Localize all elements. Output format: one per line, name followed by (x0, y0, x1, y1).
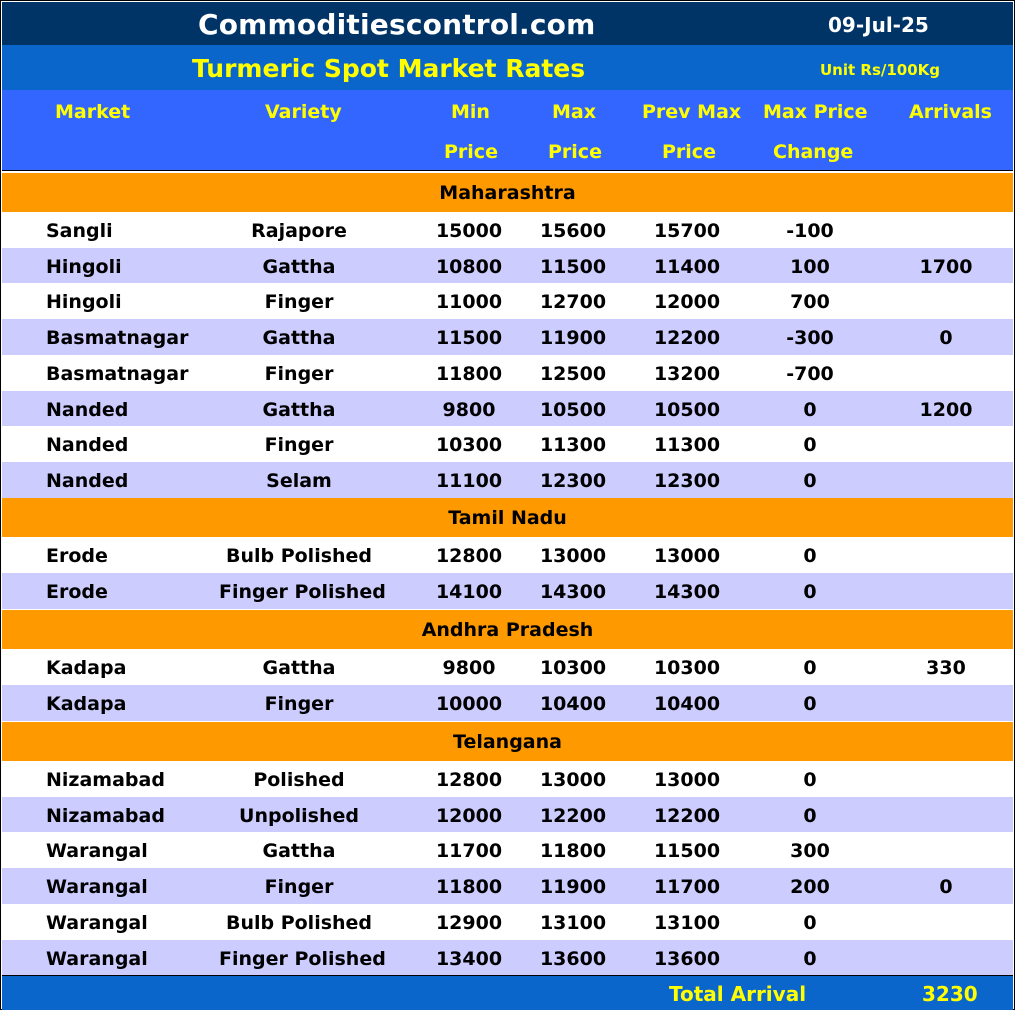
cell-arrivals: 0 (939, 876, 953, 899)
cell-min: 11100 (435, 469, 503, 492)
cell-min: 10300 (435, 434, 503, 457)
table-row (2, 685, 1013, 721)
cell-market: Basmatnagar (46, 327, 189, 350)
col-prev-line2: Price (662, 141, 716, 163)
cell-variety: Finger (264, 291, 334, 314)
cell-min: 10800 (435, 255, 503, 278)
cell-max: 10400 (539, 692, 607, 715)
cell-variety: Gattha (262, 398, 336, 421)
cell-market: Hingoli (46, 255, 122, 278)
table-row (2, 797, 1013, 833)
cell-max: 11800 (539, 840, 607, 863)
cell-variety: Gattha (262, 327, 336, 350)
cell-market: Nanded (46, 469, 129, 492)
table-row (2, 761, 1013, 797)
cell-market: Nanded (46, 434, 129, 457)
cell-change: 0 (803, 398, 817, 421)
cell-variety: Finger (264, 692, 334, 715)
cell-variety: Selam (266, 469, 332, 492)
cell-min: 9800 (442, 657, 496, 679)
cell-prev: 10500 (653, 398, 721, 421)
cell-market: Nizamabad (46, 804, 165, 827)
cell-market: Hingoli (46, 291, 122, 314)
cell-max: 13000 (539, 769, 607, 791)
cell-variety: Finger Polished (219, 947, 386, 970)
cell-change: -300 (786, 327, 834, 350)
table-row (2, 212, 1013, 248)
col-min-line1: Min (451, 101, 490, 123)
cell-change: 0 (803, 692, 817, 715)
site-name: Commoditiescontrol.com (198, 8, 596, 41)
page-title: Turmeric Spot Market Rates (192, 54, 586, 83)
cell-arrivals: 330 (926, 657, 966, 679)
table-row (2, 248, 1013, 284)
cell-change: -700 (786, 362, 834, 385)
cell-max: 15600 (539, 220, 607, 242)
table-row (2, 868, 1013, 904)
cell-market: Basmatnagar (46, 362, 189, 385)
cell-min: 12000 (435, 804, 503, 827)
total-arrival-value: 3230 (922, 982, 978, 1006)
cell-change: 700 (790, 291, 830, 314)
cell-prev: 13100 (653, 911, 721, 934)
cell-change: 0 (803, 469, 817, 492)
cell-arrivals: 0 (939, 327, 953, 350)
cell-market: Kadapa (46, 657, 127, 679)
cell-change: 0 (803, 804, 817, 827)
cell-market: Warangal (46, 947, 148, 970)
cell-prev: 15700 (653, 220, 721, 242)
state-name: Telangana (453, 731, 562, 753)
table-row (2, 355, 1013, 391)
state-name: Maharashtra (439, 182, 576, 204)
cell-market: Warangal (46, 911, 148, 934)
cell-max: 10500 (539, 398, 607, 421)
cell-market: Kadapa (46, 692, 127, 715)
cell-prev: 13000 (653, 769, 721, 791)
cell-variety: Unpolished (239, 804, 359, 827)
cell-max: 12500 (539, 362, 607, 385)
table-row (2, 649, 1013, 685)
cell-max: 11900 (539, 327, 607, 350)
col-prev-line1: Prev Max (642, 101, 742, 123)
cell-market: Erode (46, 545, 108, 567)
cell-variety: Finger (264, 362, 334, 385)
state-header (2, 722, 1013, 761)
table-footer (2, 975, 1013, 1010)
cell-max: 11300 (539, 434, 607, 457)
col-min-line2: Price (444, 141, 498, 163)
col-max-line1: Max (552, 101, 596, 123)
cell-variety: Gattha (262, 840, 336, 863)
cell-change: 0 (803, 947, 817, 970)
state-header (2, 173, 1013, 212)
table-row (2, 537, 1013, 573)
site-header (2, 2, 1013, 45)
cell-min: 12800 (435, 769, 503, 791)
col-arrivals: Arrivals (909, 101, 992, 123)
cell-max: 14300 (539, 580, 607, 603)
col-change-line2: Change (773, 141, 854, 163)
cell-prev: 12200 (653, 327, 721, 350)
cell-min: 11800 (435, 362, 503, 385)
cell-max: 11500 (539, 255, 607, 278)
cell-variety: Gattha (262, 657, 336, 679)
cell-prev: 13600 (653, 947, 721, 970)
table-row (2, 283, 1013, 319)
cell-market: Warangal (46, 876, 148, 899)
table-row (2, 462, 1013, 498)
cell-change: 200 (790, 876, 830, 899)
cell-variety: Gattha (262, 255, 336, 278)
cell-prev: 14300 (653, 580, 721, 603)
cell-prev: 11300 (653, 434, 721, 457)
cell-max: 12200 (539, 804, 607, 827)
cell-min: 10000 (435, 692, 503, 715)
column-headers (2, 90, 1013, 171)
report-date: 09-Jul-25 (828, 13, 929, 37)
cell-variety: Finger (264, 434, 334, 457)
state-header (2, 610, 1013, 649)
cell-variety: Bulb Polished (225, 545, 373, 567)
cell-variety: Bulb Polished (225, 911, 373, 934)
cell-variety: Rajapore (251, 220, 347, 242)
cell-prev: 13000 (653, 545, 721, 567)
cell-market: Nanded (46, 398, 129, 421)
cell-change: 0 (803, 657, 817, 679)
cell-prev: 12300 (653, 469, 721, 492)
table-row (2, 940, 1013, 976)
cell-variety: Finger Polished (219, 580, 386, 603)
cell-market: Warangal (46, 840, 148, 863)
cell-variety: Polished (253, 769, 345, 791)
cell-max: 12300 (539, 469, 607, 492)
cell-max: 11900 (539, 876, 607, 899)
col-market: Market (55, 101, 131, 123)
cell-min: 12900 (435, 911, 503, 934)
cell-min: 15000 (435, 220, 503, 242)
cell-change: 0 (803, 580, 817, 603)
cell-arrivals: 1200 (919, 398, 973, 421)
table-row (2, 391, 1013, 427)
state-header (2, 498, 1013, 537)
cell-change: 0 (803, 769, 817, 791)
cell-max: 13100 (539, 911, 607, 934)
table-row (2, 319, 1013, 355)
cell-max: 10300 (539, 657, 607, 679)
cell-prev: 11400 (653, 255, 721, 278)
cell-change: 0 (803, 545, 817, 567)
table-row (2, 832, 1013, 868)
state-name: Tamil Nadu (448, 507, 567, 529)
cell-min: 11700 (435, 840, 503, 863)
cell-market: Sangli (46, 220, 113, 242)
cell-change: 300 (790, 840, 830, 863)
cell-market: Erode (46, 580, 108, 603)
cell-prev: 10300 (653, 657, 721, 679)
cell-arrivals: 1700 (919, 255, 973, 278)
cell-change: 0 (803, 434, 817, 457)
state-name: Andhra Pradesh (421, 619, 594, 641)
cell-min: 14100 (435, 580, 503, 603)
table-row (2, 573, 1013, 609)
cell-max: 13000 (539, 545, 607, 567)
total-arrival-label: Total Arrival (669, 982, 807, 1006)
cell-market: Nizamabad (46, 769, 165, 791)
col-change-line1: Max Price (763, 101, 868, 123)
cell-max: 12700 (539, 291, 607, 314)
cell-prev: 12000 (653, 291, 721, 314)
col-max-line2: Price (548, 141, 602, 163)
cell-max: 13600 (539, 947, 607, 970)
unit-label: Unit Rs/100Kg (820, 61, 941, 79)
title-bar (2, 45, 1013, 90)
cell-variety: Finger (264, 876, 334, 899)
cell-min: 12800 (435, 545, 503, 567)
cell-prev: 11500 (653, 840, 721, 863)
cell-prev: 12200 (653, 804, 721, 827)
cell-min: 11000 (435, 291, 503, 314)
cell-prev: 10400 (653, 692, 721, 715)
col-variety: Variety (265, 101, 342, 123)
cell-prev: 13200 (653, 362, 721, 385)
cell-change: -100 (786, 220, 834, 242)
table-row (2, 426, 1013, 462)
cell-change: 100 (790, 255, 830, 278)
cell-min: 9800 (442, 398, 496, 421)
cell-change: 0 (803, 911, 817, 934)
cell-min: 11800 (435, 876, 503, 899)
cell-prev: 11700 (653, 876, 721, 899)
table-row (2, 904, 1013, 940)
cell-min: 13400 (435, 947, 503, 970)
cell-min: 11500 (435, 327, 503, 350)
